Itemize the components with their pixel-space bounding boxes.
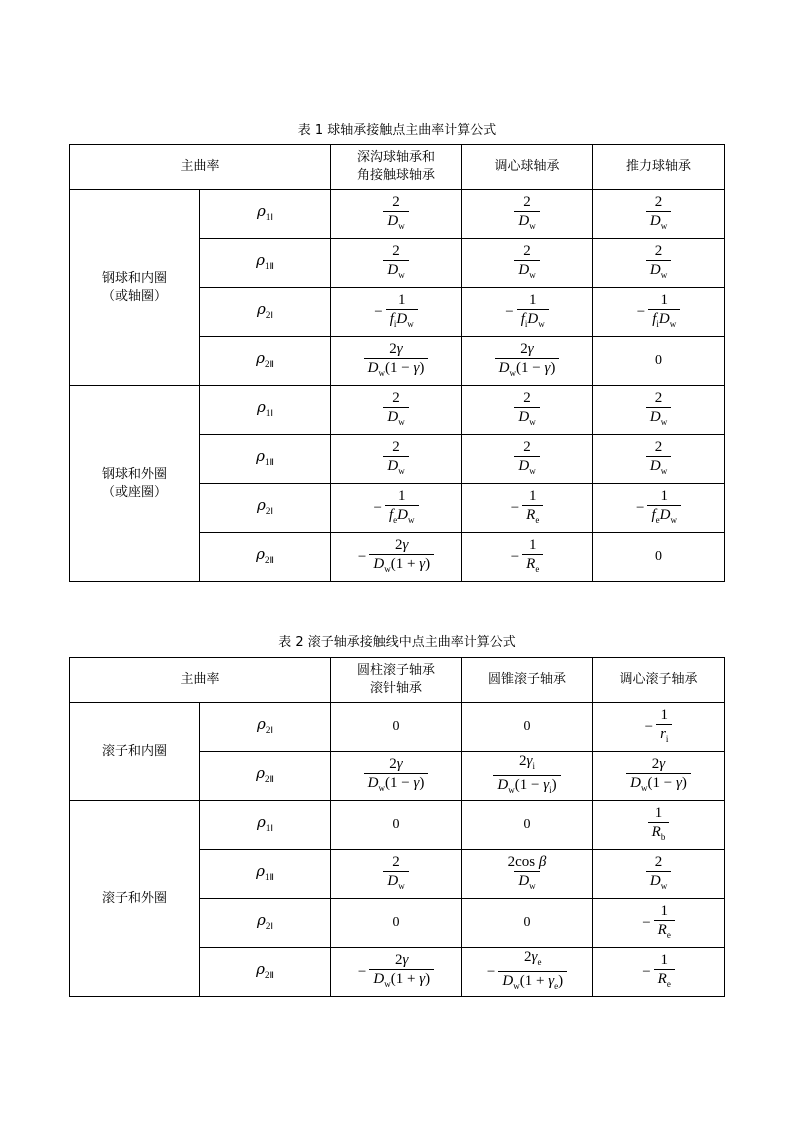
formula: − $\frac{1}{R_e}$ (593, 948, 725, 997)
rho-1I: $\rho_{1Ⅰ}$ (200, 801, 331, 850)
group-label-note: （或轴圈） (101, 288, 167, 304)
formula: $\frac{2}{D_w}$ (593, 386, 725, 435)
zero-value: 0 (655, 549, 663, 564)
formula: $\frac{2}{D_w}$ (462, 190, 593, 239)
rho-1I: $\rho_{1Ⅰ}$ (200, 190, 331, 239)
formula: $\frac{2}{D_w}$ (593, 239, 725, 288)
formula: $\frac{2}{D_w}$ (593, 190, 725, 239)
formula: − $\frac{1}{R_e}$ (462, 484, 593, 533)
group-roller-inner: 滚子和内圈 (70, 703, 200, 801)
header-tapered-roller: 圆锥滚子轴承 (462, 658, 593, 703)
rho-2II: $\rho_{2Ⅱ}$ (200, 533, 331, 582)
formula: $\frac{2\gamma}{D_w(1 - \gamma)}$ (593, 752, 725, 801)
table1 (69, 144, 725, 582)
formula: $\frac{2}{D_w}$ (331, 239, 462, 288)
formula: $\frac{2}{D_w}$ (331, 386, 462, 435)
formula: $\frac{2}{D_w}$ (331, 190, 462, 239)
header-self-aligning-ball: 调心球轴承 (462, 145, 593, 190)
table1-caption: 表 1 球轴承接触点主曲率计算公式 (297, 123, 497, 138)
formula: − $\frac{1}{R_e}$ (462, 533, 593, 582)
header-cylindrical-roller (331, 658, 462, 703)
formula: $\frac{2}{D_w}$ (593, 850, 725, 899)
header-deep-groove-line2: 角接触球轴承 (357, 168, 436, 183)
rho-1I: $\rho_{1Ⅰ}$ (200, 386, 331, 435)
formula-zero (331, 899, 462, 948)
formula: − $\frac{1}{r_i}$ (593, 703, 725, 752)
formula: − $\frac{1}{f_iD_w}$ (593, 288, 725, 337)
header-main-curvature: 主曲率 (70, 145, 331, 190)
group-label: 钢球和内圈 (101, 270, 167, 286)
formula: $\frac{2\gamma}{D_w(1 - \gamma)}$ (462, 337, 593, 386)
group-label: 钢球和外圈 (101, 466, 167, 482)
zero-value: 0 (523, 817, 531, 832)
header-cylindrical-line2: 滚针轴承 (370, 681, 423, 696)
formula: $\frac{2}{D_w}$ (331, 435, 462, 484)
formula: − $\frac{1}{f_iD_w}$ (331, 288, 462, 337)
header-cylindrical-line1: 圆柱滚子轴承 (357, 663, 436, 678)
group-roller-outer: 滚子和外圈 (70, 801, 200, 997)
formula: − $\frac{1}{R_e}$ (593, 899, 725, 948)
formula: $\frac{2}{D_w}$ (593, 435, 725, 484)
table-row (70, 386, 725, 435)
formula: − $\frac{2\gamma_e}{D_w(1 + \gamma_e)}$ (462, 948, 593, 997)
rho-2II: $\rho_{2Ⅱ}$ (200, 752, 331, 801)
rho-1II: $\rho_{1Ⅱ}$ (200, 239, 331, 288)
formula: $\frac{2}{D_w}$ (462, 435, 593, 484)
formula: $\frac{2\gamma_i}{D_w(1 - \gamma_i)}$ (462, 752, 593, 801)
rho-2II: $\rho_{2Ⅱ}$ (200, 337, 331, 386)
formula: − $\frac{2\gamma}{D_w(1 + \gamma)}$ (331, 533, 462, 582)
formula: $\frac{2\gamma}{D_w(1 - \gamma)}$ (331, 752, 462, 801)
formula-zero (331, 703, 462, 752)
formula-zero (462, 703, 593, 752)
rho-1II: $\rho_{1Ⅱ}$ (200, 435, 331, 484)
table2-caption: 表 2 滚子轴承接触线中点主曲率计算公式 (278, 635, 516, 650)
table-row (70, 703, 725, 752)
formula: − $\frac{2\gamma}{D_w(1 + \gamma)}$ (331, 948, 462, 997)
formula: $\frac{2\gamma}{D_w(1 - \gamma)}$ (331, 337, 462, 386)
formula: − $\frac{1}{f_iD_w}$ (462, 288, 593, 337)
rho-2I: $\rho_{2Ⅰ}$ (200, 703, 331, 752)
header-deep-groove (331, 145, 462, 190)
zero-value: 0 (392, 817, 400, 832)
group-label-note: （或座圈） (101, 484, 167, 500)
header-spherical-roller: 调心滚子轴承 (593, 658, 725, 703)
formula-zero (462, 899, 593, 948)
formula: $\frac{2}{D_w}$ (331, 850, 462, 899)
rho-1II: $\rho_{1Ⅱ}$ (200, 850, 331, 899)
group-outer-ring (70, 386, 200, 582)
rho-2I: $\rho_{2Ⅰ}$ (200, 484, 331, 533)
table2 (69, 657, 725, 997)
zero-value: 0 (655, 353, 663, 368)
zero-value: 0 (523, 915, 531, 930)
rho-2II: $\rho_{2Ⅱ}$ (200, 948, 331, 997)
table-row (70, 801, 725, 850)
group-inner-ring (70, 190, 200, 386)
formula: $\frac{2}{D_w}$ (462, 386, 593, 435)
formula: $\frac{2}{D_w}$ (462, 239, 593, 288)
rho-2I: $\rho_{2Ⅰ}$ (200, 899, 331, 948)
formula: $\frac{1}{R_b}$ (593, 801, 725, 850)
header-main-curvature: 主曲率 (70, 658, 331, 703)
formula-zero (331, 801, 462, 850)
formula: − $\frac{1}{f_eD_w}$ (331, 484, 462, 533)
rho-2I: $\rho_{2Ⅰ}$ (200, 288, 331, 337)
formula: − $\frac{1}{f_eD_w}$ (593, 484, 725, 533)
formula-zero (593, 337, 725, 386)
zero-value: 0 (523, 719, 531, 734)
formula-zero (462, 801, 593, 850)
formula-zero (593, 533, 725, 582)
table-row (70, 190, 725, 239)
header-thrust-ball: 推力球轴承 (593, 145, 725, 190)
header-deep-groove-line1: 深沟球轴承和 (357, 150, 436, 165)
formula: $\frac{\text{2cos β}}{D_w}$ (462, 850, 593, 899)
zero-value: 0 (392, 719, 400, 734)
zero-value: 0 (392, 915, 400, 930)
